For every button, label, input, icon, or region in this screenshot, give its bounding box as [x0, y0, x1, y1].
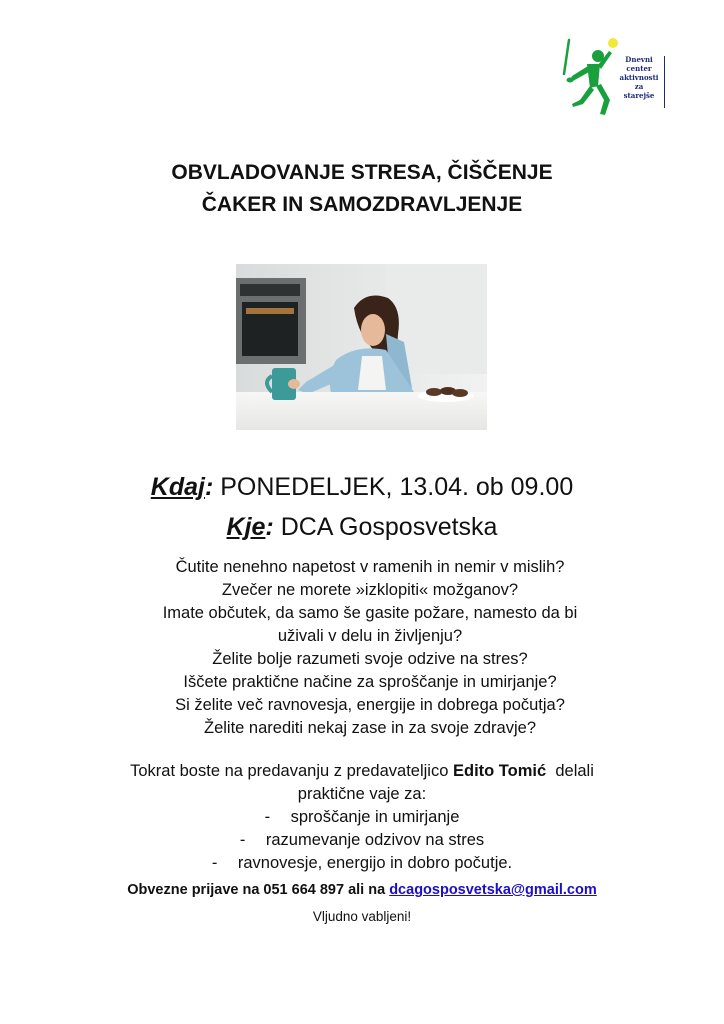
lecture-intro-text-end: delali: [546, 762, 594, 780]
event-where: [0, 510, 724, 544]
bullet-text: razumevanje odzivov na stres: [265, 831, 485, 849]
list-item: [60, 806, 664, 829]
lecture-intro: [60, 760, 664, 783]
bullet-dash: -: [264, 808, 271, 826]
logo-text-line: starejše: [623, 91, 655, 100]
bullet-dash: -: [211, 854, 218, 872]
question-line: Iščete praktične načine za sproščanje in umirjanje?: [183, 673, 557, 691]
title-line-2: ČAKER IN SAMOZDRAVLJENJE: [201, 193, 523, 216]
logo: [560, 34, 670, 124]
when-label: Kdaj: [150, 473, 205, 501]
invite-text: Vljudno vabljeni!: [312, 909, 412, 924]
registration-info: [0, 880, 724, 900]
registration-text: Obvezne prijave na 051 664 897 ali na: [127, 882, 390, 898]
lecture-info: [60, 760, 664, 875]
where-label: Kje: [226, 513, 266, 541]
logo-text: [616, 55, 662, 100]
logo-text-line: za: [634, 82, 644, 91]
logo-text-line: center: [626, 64, 652, 73]
bullet-dash: -: [239, 831, 246, 849]
question-line: uživali v delu in življenju?: [277, 627, 463, 645]
lecture-intro-text: Tokrat boste na predavanju z predavateljico: [130, 762, 453, 780]
bullet-text: ravnovesje, energijo in dobro počutje.: [237, 854, 513, 872]
event-when: [0, 470, 724, 504]
event-photo: [236, 264, 487, 430]
email-link[interactable]: dcagosposvetska@gmail.com: [389, 882, 597, 898]
logo-figure-icon: [560, 34, 620, 124]
bullet-text: sproščanje in umirjanje: [290, 808, 460, 826]
question-line: Želite narediti nekaj zase in za svoje zdravje?: [203, 719, 536, 737]
list-item: [60, 852, 664, 875]
when-colon: :: [204, 473, 214, 501]
bullet-list: [60, 806, 664, 875]
where-value: DCA Gosposvetska: [273, 513, 498, 541]
question-line: Imate občutek, da samo še gasite požare, namesto da bi: [162, 604, 578, 622]
question-line: Čutite nenehno napetost v ramenih in nemir v mislih?: [175, 558, 565, 576]
title-line-1: OBVLADOVANJE STRESA, ČIŠČENJE: [171, 161, 553, 184]
lecture-intro-line2: praktične vaje za:: [297, 785, 427, 803]
question-line: Želite bolje razumeti svoje odzive na stres?: [212, 650, 528, 668]
where-colon: :: [265, 513, 274, 541]
logo-text-line: Dnevni: [625, 55, 653, 64]
tired-woman-photo: [236, 264, 487, 430]
logo-text-line: aktivnosti: [619, 73, 659, 82]
list-item: [60, 829, 664, 852]
lecturer-name: Edito Tomić: [452, 762, 547, 780]
question-line: Si želite več ravnovesja, energije in dobrega počutja?: [175, 696, 565, 714]
page-title: [0, 157, 724, 221]
logo-divider: [664, 56, 665, 108]
when-value: PONEDELJEK, 13.04. ob 09.00: [213, 473, 574, 501]
questions-list: [100, 556, 640, 740]
question-line: Zvečer ne morete »izklopiti« možganov?: [221, 581, 519, 599]
